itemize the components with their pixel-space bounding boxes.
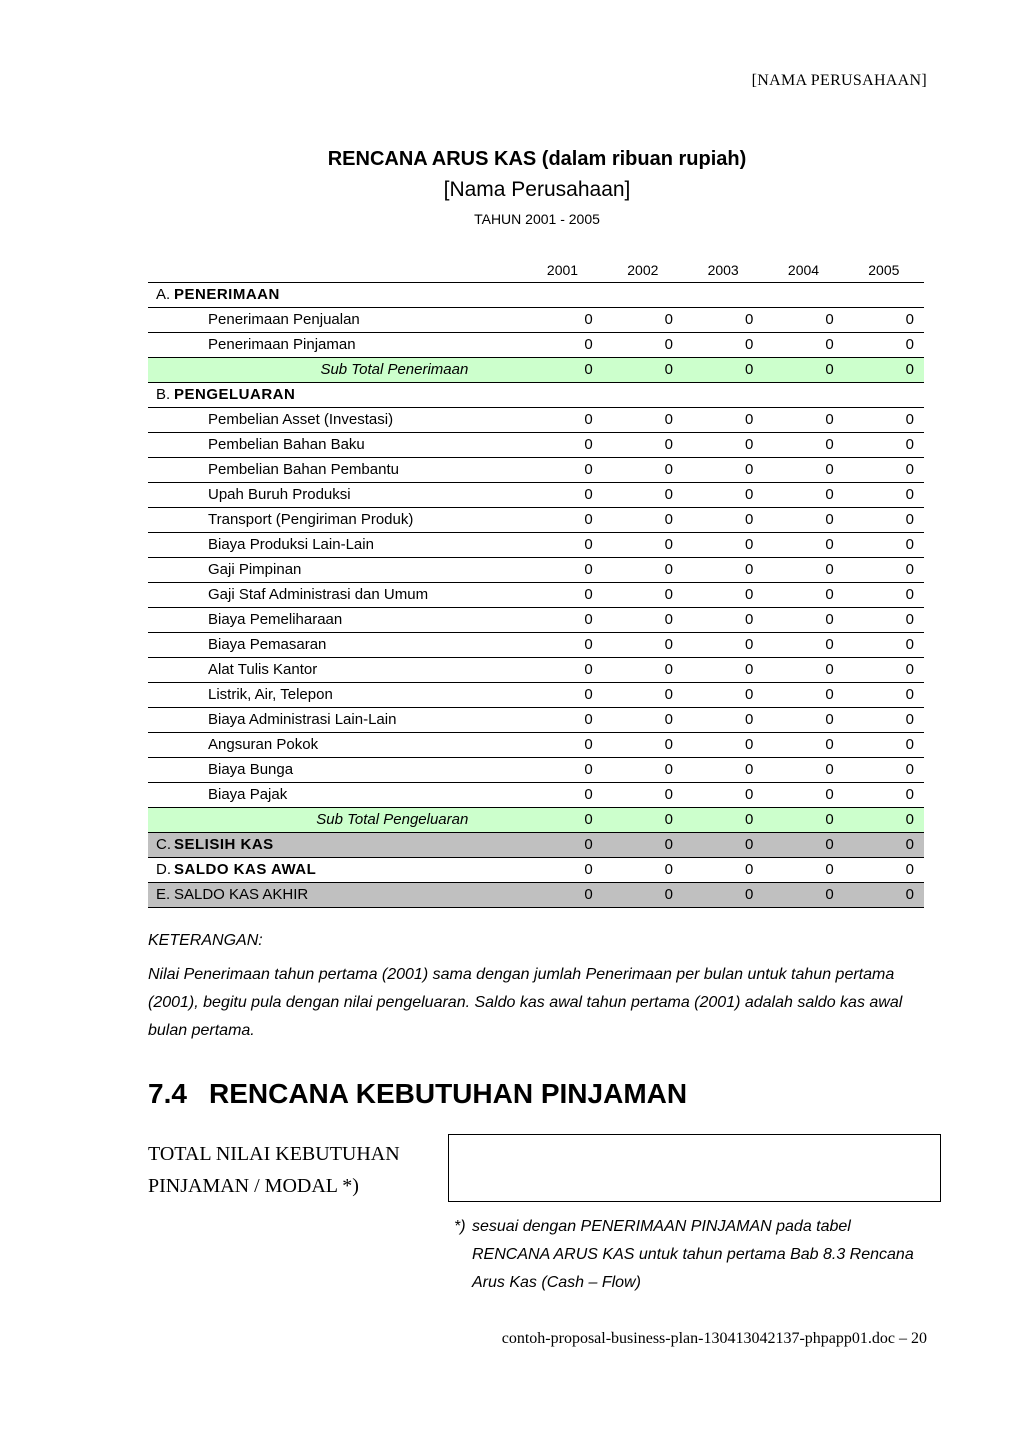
value-cell: 0 — [522, 883, 602, 908]
value-cell: 0 — [763, 858, 843, 883]
value-cell: 0 — [763, 683, 843, 708]
value-cell: 0 — [522, 558, 602, 583]
section-name: PENERIMAAN — [174, 286, 280, 303]
value-cell: 0 — [522, 333, 602, 358]
value-cell: 0 — [763, 808, 843, 833]
value-cell: 0 — [844, 433, 924, 458]
value-cell: 0 — [683, 808, 763, 833]
table-row — [148, 608, 924, 633]
footnote-text: sesuai dengan PENERIMAAN PINJAMAN pada tabel RENCANA ARUS KAS untuk tahun pertama Bab 8.3 Rencana Arus Kas (Cash – Flow) — [472, 1218, 914, 1291]
row-label: Pembelian Bahan Baku — [148, 433, 522, 458]
value-cell: 0 — [844, 808, 924, 833]
value-cell: 0 — [522, 583, 602, 608]
row-label: Listrik, Air, Telepon — [148, 683, 522, 708]
years-caption: TAHUN 2001 - 2005 — [474, 211, 600, 227]
section-letter: D. — [156, 861, 171, 878]
value-cell: 0 — [683, 783, 763, 808]
empty-cell — [603, 383, 683, 408]
row-label: Upah Buruh Produksi — [148, 483, 522, 508]
value-cell: 0 — [603, 733, 683, 758]
row-selisih-kas — [148, 833, 924, 858]
value-cell: 0 — [844, 783, 924, 808]
row-saldo-kas-awal — [148, 858, 924, 883]
value-cell: 0 — [763, 733, 843, 758]
value-cell: 0 — [844, 333, 924, 358]
cash-flow-table — [148, 258, 924, 908]
keterangan-text: Nilai Penerimaan tahun pertama (2001) sama dengan jumlah Penerimaan per bulan untuk tahun pertama (2001), begitu pula dengan nilai pengeluaran. Saldo kas awal tahun pertama (2001) adalah saldo kas awal bulan pertama. — [148, 966, 903, 1039]
table-row — [148, 333, 924, 358]
section-name: SALDO KAS AWAL — [174, 861, 317, 878]
row-label: Biaya Pemasaran — [148, 633, 522, 658]
section-letter: A. — [156, 286, 171, 303]
value-cell: 0 — [522, 458, 602, 483]
value-cell: 0 — [763, 508, 843, 533]
value-cell: 0 — [603, 858, 683, 883]
value-cell: 0 — [844, 508, 924, 533]
value-cell: 0 — [683, 508, 763, 533]
value-cell: 0 — [763, 608, 843, 633]
row-label: Pembelian Asset (Investasi) — [148, 408, 522, 433]
value-cell: 0 — [763, 308, 843, 333]
value-cell: 0 — [683, 583, 763, 608]
table-row — [148, 433, 924, 458]
value-cell: 0 — [522, 608, 602, 633]
value-cell: 0 — [763, 758, 843, 783]
value-cell: 0 — [603, 458, 683, 483]
section-name: PENGELUARAN — [174, 386, 296, 403]
value-cell: 0 — [522, 833, 602, 858]
year-header: 2005 — [844, 258, 924, 283]
value-cell: 0 — [522, 533, 602, 558]
value-cell: 0 — [763, 433, 843, 458]
footnote-mark: *) — [454, 1218, 466, 1235]
loan-label-line1: TOTAL NILAI KEBUTUHAN — [148, 1143, 400, 1165]
value-cell: 0 — [844, 358, 924, 383]
section-label — [148, 383, 522, 408]
value-cell: 0 — [844, 758, 924, 783]
value-cell: 0 — [522, 308, 602, 333]
row-label: Gaji Staf Administrasi dan Umum — [148, 583, 522, 608]
value-cell: 0 — [683, 333, 763, 358]
value-cell: 0 — [683, 758, 763, 783]
value-cell: 0 — [522, 733, 602, 758]
table-row — [148, 683, 924, 708]
value-cell: 0 — [522, 758, 602, 783]
value-cell: 0 — [522, 433, 602, 458]
value-cell: 0 — [683, 733, 763, 758]
value-cell: 0 — [763, 533, 843, 558]
value-cell: 0 — [683, 558, 763, 583]
section-title: RENCANA KEBUTUHAN PINJAMAN — [209, 1078, 688, 1109]
section-label — [148, 833, 522, 858]
value-cell: 0 — [844, 633, 924, 658]
year-header-row — [148, 258, 924, 283]
value-cell: 0 — [522, 708, 602, 733]
table-row — [148, 558, 924, 583]
section-heading — [148, 1078, 687, 1110]
value-cell: 0 — [522, 858, 602, 883]
value-cell: 0 — [763, 783, 843, 808]
section-row-penerimaan — [148, 283, 924, 308]
value-cell: 0 — [522, 408, 602, 433]
value-cell: 0 — [683, 358, 763, 383]
table-row — [148, 658, 924, 683]
value-cell: 0 — [763, 558, 843, 583]
value-cell: 0 — [603, 433, 683, 458]
row-label: Biaya Pemeliharaan — [148, 608, 522, 633]
value-cell: 0 — [603, 508, 683, 533]
value-cell: 0 — [603, 658, 683, 683]
table-row — [148, 533, 924, 558]
year-header-spacer — [148, 258, 522, 283]
row-label: Penerimaan Pinjaman — [148, 333, 522, 358]
value-cell: 0 — [603, 683, 683, 708]
value-cell: 0 — [763, 658, 843, 683]
section-number: 7.4 — [148, 1078, 187, 1109]
value-cell: 0 — [763, 483, 843, 508]
empty-cell — [763, 383, 843, 408]
row-label: Biaya Bunga — [148, 758, 522, 783]
value-cell: 0 — [522, 683, 602, 708]
value-cell: 0 — [844, 733, 924, 758]
empty-cell — [522, 283, 602, 308]
loan-value-box[interactable] — [448, 1134, 941, 1202]
table-row — [148, 633, 924, 658]
company-name: [Nama Perusahaan] — [443, 178, 631, 201]
value-cell: 0 — [683, 658, 763, 683]
subtotal-row-pengeluaran — [148, 808, 924, 833]
empty-cell — [683, 283, 763, 308]
value-cell: 0 — [844, 483, 924, 508]
value-cell: 0 — [603, 483, 683, 508]
table-row — [148, 308, 924, 333]
value-cell: 0 — [844, 858, 924, 883]
section-letter: E. — [156, 886, 171, 903]
value-cell: 0 — [603, 783, 683, 808]
value-cell: 0 — [683, 708, 763, 733]
value-cell: 0 — [763, 833, 843, 858]
value-cell: 0 — [844, 708, 924, 733]
section-letter: C. — [156, 836, 171, 853]
value-cell: 0 — [683, 858, 763, 883]
value-cell: 0 — [844, 458, 924, 483]
value-cell: 0 — [522, 783, 602, 808]
value-cell: 0 — [844, 533, 924, 558]
section-letter: B. — [156, 386, 171, 403]
value-cell: 0 — [683, 408, 763, 433]
value-cell: 0 — [683, 608, 763, 633]
value-cell: 0 — [683, 883, 763, 908]
empty-cell — [683, 383, 763, 408]
value-cell: 0 — [603, 583, 683, 608]
value-cell: 0 — [522, 808, 602, 833]
value-cell: 0 — [763, 358, 843, 383]
value-cell: 0 — [522, 483, 602, 508]
section-label — [148, 883, 522, 908]
value-cell: 0 — [683, 833, 763, 858]
row-label: Transport (Pengiriman Produk) — [148, 508, 522, 533]
value-cell: 0 — [763, 708, 843, 733]
value-cell: 0 — [603, 558, 683, 583]
section-name: SALDO KAS AKHIR — [174, 886, 309, 903]
value-cell: 0 — [763, 633, 843, 658]
value-cell: 0 — [603, 758, 683, 783]
value-cell: 0 — [763, 408, 843, 433]
table-row — [148, 583, 924, 608]
page-footer: contoh-proposal-business-plan-130413042137-phpapp01.doc – 20 — [501, 1330, 927, 1347]
keterangan-heading: KETERANGAN: — [148, 932, 263, 949]
value-cell: 0 — [844, 883, 924, 908]
empty-cell — [844, 383, 924, 408]
value-cell: 0 — [603, 883, 683, 908]
value-cell: 0 — [844, 608, 924, 633]
row-label: Biaya Administrasi Lain-Lain — [148, 708, 522, 733]
row-label: Biaya Produksi Lain-Lain — [148, 533, 522, 558]
section-name: SELISIH KAS — [174, 836, 274, 853]
value-cell: 0 — [683, 483, 763, 508]
table-row — [148, 733, 924, 758]
empty-cell — [603, 283, 683, 308]
row-label: Angsuran Pokok — [148, 733, 522, 758]
empty-cell — [844, 283, 924, 308]
value-cell: 0 — [844, 683, 924, 708]
empty-cell — [522, 383, 602, 408]
table-row — [148, 408, 924, 433]
row-label: Alat Tulis Kantor — [148, 658, 522, 683]
subtotal-row-penerimaan — [148, 358, 924, 383]
year-header: 2002 — [603, 258, 683, 283]
row-label: Gaji Pimpinan — [148, 558, 522, 583]
value-cell: 0 — [522, 508, 602, 533]
running-header: [NAMA PERUSAHAAN] — [751, 72, 927, 89]
subtotal-label: Sub Total Pengeluaran — [148, 808, 522, 833]
table-row — [148, 758, 924, 783]
value-cell: 0 — [844, 583, 924, 608]
value-cell: 0 — [844, 408, 924, 433]
value-cell: 0 — [603, 408, 683, 433]
value-cell: 0 — [683, 458, 763, 483]
value-cell: 0 — [844, 558, 924, 583]
value-cell: 0 — [683, 633, 763, 658]
value-cell: 0 — [683, 308, 763, 333]
value-cell: 0 — [603, 333, 683, 358]
value-cell: 0 — [683, 433, 763, 458]
section-row-pengeluaran — [148, 383, 924, 408]
year-header: 2001 — [522, 258, 602, 283]
value-cell: 0 — [603, 808, 683, 833]
value-cell: 0 — [683, 683, 763, 708]
value-cell: 0 — [522, 658, 602, 683]
value-cell: 0 — [683, 533, 763, 558]
row-label: Pembelian Bahan Pembantu — [148, 458, 522, 483]
value-cell: 0 — [603, 633, 683, 658]
subtotal-label: Sub Total Penerimaan — [148, 358, 522, 383]
table-row — [148, 483, 924, 508]
table-row — [148, 458, 924, 483]
value-cell: 0 — [603, 833, 683, 858]
value-cell: 0 — [603, 708, 683, 733]
table-row — [148, 783, 924, 808]
value-cell: 0 — [522, 358, 602, 383]
empty-cell — [763, 283, 843, 308]
row-saldo-kas-akhir — [148, 883, 924, 908]
value-cell: 0 — [603, 358, 683, 383]
value-cell: 0 — [603, 533, 683, 558]
value-cell: 0 — [844, 658, 924, 683]
table-title: RENCANA ARUS KAS (dalam ribuan rupiah) — [327, 148, 747, 170]
value-cell: 0 — [763, 333, 843, 358]
value-cell: 0 — [844, 833, 924, 858]
table-row — [148, 508, 924, 533]
row-label: Biaya Pajak — [148, 783, 522, 808]
value-cell: 0 — [763, 583, 843, 608]
value-cell: 0 — [844, 308, 924, 333]
value-cell: 0 — [603, 608, 683, 633]
table-row — [148, 708, 924, 733]
year-header: 2003 — [683, 258, 763, 283]
section-label — [148, 858, 522, 883]
loan-label-line2: PINJAMAN / MODAL *) — [148, 1175, 359, 1197]
loan-label — [148, 1138, 400, 1202]
value-cell: 0 — [763, 883, 843, 908]
value-cell: 0 — [603, 308, 683, 333]
value-cell: 0 — [522, 633, 602, 658]
year-header: 2004 — [763, 258, 843, 283]
value-cell: 0 — [763, 458, 843, 483]
loan-footnote — [454, 1213, 924, 1297]
section-label — [148, 283, 522, 308]
row-label: Penerimaan Penjualan — [148, 308, 522, 333]
